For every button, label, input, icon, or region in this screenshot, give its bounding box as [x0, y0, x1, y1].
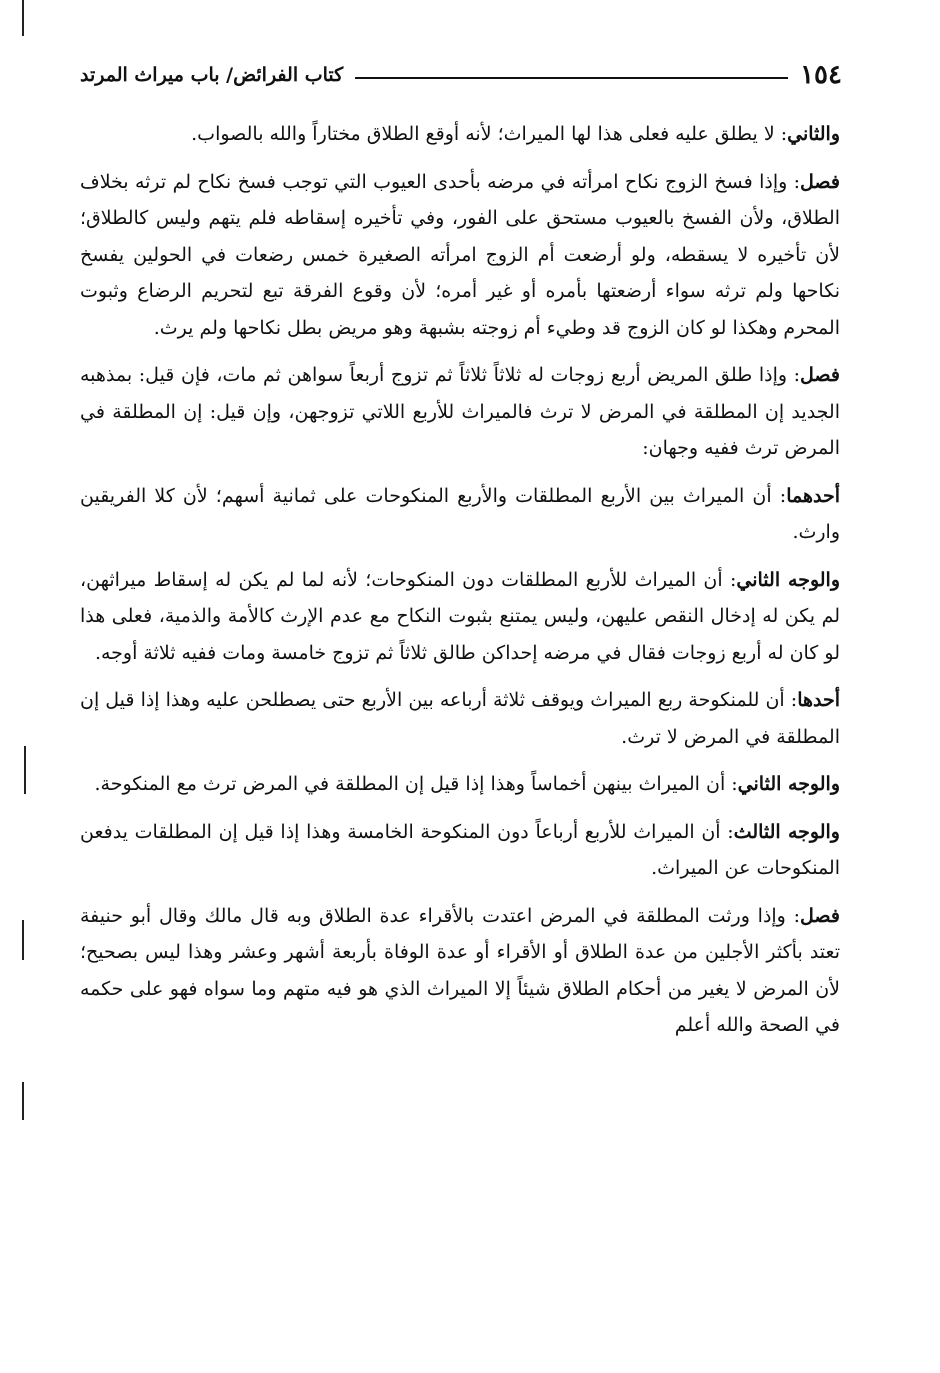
paragraph: [80, 164, 840, 347]
paragraph-text: : أن للمنكوحة ربع الميراث ويوقف ثلاثة أرباعه بين الأربع حتى يصطلحن عليه وهذا إذا قيل إن المطلقة في المرض لا ترث.: [80, 689, 840, 748]
margin-scan-mark: [24, 746, 26, 794]
paragraph: [80, 116, 840, 153]
paragraph-text: : أن الميراث للأربع أرباعاً دون المنكوحة الخامسة وهذا إذا قيل إن المطلقات يدفعن المنكوحات عن الميراث.: [80, 820, 840, 879]
paragraph-text: : أن الميراث بينهن أخماساً وهذا إذا قيل إن المطلقة في المرض ترث مع المنكوحة.: [94, 773, 738, 795]
header-rule: [355, 77, 788, 79]
paragraph-text: : أن الميراث للأربع المطلقات دون المنكوحات؛ لأنه لما لم يكن له إسقاط ميراثهن، لم يكن له إدخال النقص عليهن، وليس يمتنع بثبوت النكاح مع عدم الإرث كالأمة والذمية، فعلى هذا لو كان له أربع زوجات فقال في مرضه إحداكن طالق ثلاثاً ثم تزوج خامسة ومات ففيه ثلاثة أوجه.: [80, 568, 840, 664]
paragraph: [80, 562, 840, 672]
paragraph: [80, 766, 840, 803]
margin-scan-mark: [22, 1082, 24, 1120]
paragraph-lead: والوجه الثالث: [733, 820, 840, 843]
paragraph-text: : وإذا ورثت المطلقة في المرض اعتدت بالأقراء عدة الطلاق وبه قال مالك وقال أبو حنيفة تعتد بأكثر الأجلين من عدة الطلاق أو الأقراء أو عدة الوفاة بأربعة أشهر وعشر وهذا ليس بصحيح؛ لأن المرض لا يغير من أحكام الطلاق شيئاً إلا الميراث الذي هو فيه متهم وما سواه فهو على حكمه في الصحة والله أعلم: [80, 904, 840, 1036]
paragraph-lead: والثاني: [787, 123, 840, 145]
paragraph-lead: فصل: [800, 170, 840, 193]
paragraph-lead: أحدهما: [786, 484, 840, 507]
page-body: [80, 116, 840, 1055]
paragraph-lead: فصل: [800, 904, 840, 927]
paragraph-lead: فصل: [800, 364, 840, 386]
paragraph-text: : أن الميراث بين الأربع المطلقات والأربع المنكوحات على ثمانية أسهم؛ لأن كلا الفريقين وارث.: [80, 484, 840, 543]
paragraph-lead: أحدها: [797, 689, 840, 711]
page-header: [80, 58, 842, 92]
paragraph: [80, 682, 840, 755]
paragraph-text: : وإذا فسخ الزوج نكاح امرأته في مرضه بأحدى العيوب التي توجب فسخ نكاح لم ترثه بخلاف الطلاق، ولأن الفسخ بالعيوب مستحق على الفور، وفي تأخيره إسقاطه فلم يتهم وليس كالطلاق؛ لأن تأخيره لا يسقطه، ولو أرضعت أم الزوج امرأته الصغيرة خمس رضعات في الحولين يفسخ نكاحها ولم ترثه سواء أرضعتها بأمره أو غير أمره؛ لأن وقوع الفرقة تبع لتحريم الرضاع وثبوت المحرم وهكذا لو كان الزوج قد وطيء أم زوجته بشبهة وهو مريض بطل نكاحها ولم يرث.: [80, 170, 841, 339]
paragraph: [80, 814, 840, 887]
running-title: كتاب الفرائض/ باب ميراث المرتد: [80, 64, 344, 86]
paragraph-text: : وإذا طلق المريض أربع زوجات له ثلاثاً ثلاثاً ثم تزوج أربعاً سواهن ثم مات، فإن قيل: بمذهبه الجديد إن المطلقة في المرض لا ترث فالميراث للأربع اللاتي تزوجهن، وإن قيل: إن المطلقة في المرض ترث ففيه وجهان:: [80, 364, 840, 459]
margin-scan-mark: [22, 0, 24, 36]
paragraph: [80, 478, 840, 551]
paragraph: [80, 357, 840, 467]
paragraph-lead: والوجه الثاني: [737, 773, 840, 795]
margin-scan-mark: [22, 920, 24, 960]
paragraph: [80, 898, 840, 1044]
paragraph-lead: والوجه الثاني: [736, 568, 840, 591]
paragraph-text: : لا يطلق عليه فعلى هذا لها الميراث؛ لأنه أوقع الطلاق مختاراً والله بالصواب.: [191, 123, 788, 145]
page-number: ١٥٤: [800, 60, 842, 90]
